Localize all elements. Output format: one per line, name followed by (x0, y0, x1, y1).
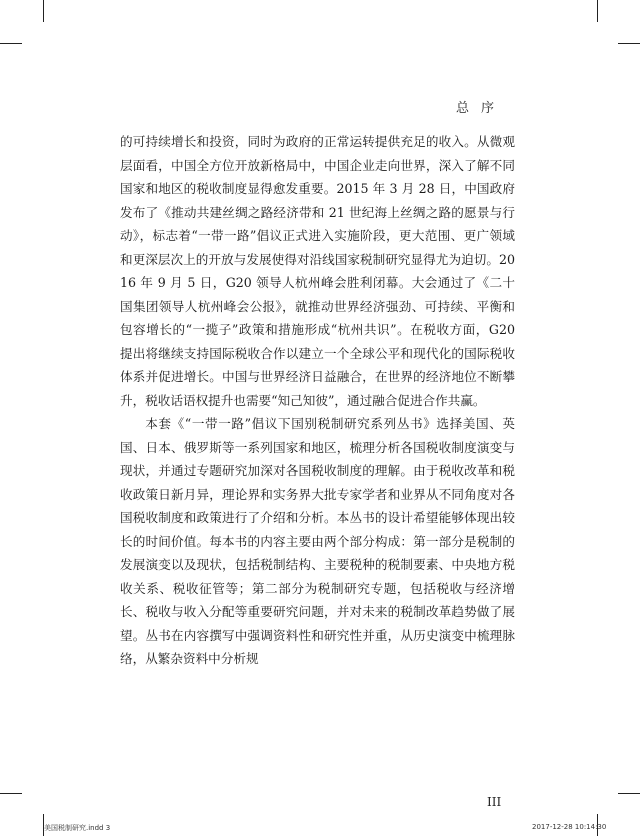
crop-mark (618, 43, 640, 44)
crop-mark (0, 793, 22, 794)
crop-mark (43, 0, 44, 22)
crop-mark (597, 0, 598, 22)
print-slug-filename: 美国税制研究.indd 3 (44, 824, 111, 832)
body-text (120, 130, 515, 671)
crop-mark (0, 43, 22, 44)
page-number: III (487, 795, 502, 809)
paragraph: 的可持续增长和投资，同时为政府的正常运转提供充足的收入。从微观层面看，中国全方位开放新格局中，中国企业走向世界，深入了解不同国家和地区的税收制度显得愈发重要。2015 年 3 月 28 日，中国政府发布了《推动共建丝绸之路经济带和 21 世纪海上丝绸之路的愿景与行动》，标志着“一带一路”倡议正式进入实施阶段，更大范围、更广领域和更深层次上的开放与发展使得对沿线国家税制研究显得尤为迫切。2016 年 9 月 5 日，G20 领导人杭州峰会胜利闭幕。大会通过了《二十国集团领导人杭州峰会公报》，就推动世界经济强劲、可持续、平衡和包容增长的“一揽子”政策和措施形成“杭州共识”。在税收方面，G20 提出将继续支持国际税收合作以建立一个全球公平和现代化的国际税收体系并促进增长。中国与世界经济日益融合，在世界的经济地位不断攀升，税收话语权提升也需要“知己知彼”，通过融合促进合作共赢。 (120, 134, 515, 408)
running-head: 总序 (456, 101, 507, 116)
crop-mark (618, 793, 640, 794)
paragraph: 本套《“一带一路”倡议下国别税制研究系列丛书》选择美国、英国、日本、俄罗斯等一系列国家和地区，梳理分析各国税收制度演变与现状，并通过专题研究加深对各国税收制度的理解。由于税收改革和税收政策日新月异，理论界和实务界大批专家学者和业界从不同角度对各国税收制度和政策进行了介绍和分析。本丛书的设计希望能够体现出较长的时间价值。每本书的内容主要由两个部分构成：第一部分是税制的发展演变以及现状，包括税制结构、主要税种的税制要素、中央地方税收关系、税收征管等；第二部分为税制研究专题，包括税收与经济增长、税收与收入分配等重要研究问题，并对未来的税制改革趋势做了展望。丛书在内容撰写中强调资料性和研究性并重，从历史演变中梳理脉络，从繁杂资料中分析规 (120, 416, 515, 666)
print-slug-timestamp: 2017-12-28 10:14:30 (532, 823, 607, 831)
